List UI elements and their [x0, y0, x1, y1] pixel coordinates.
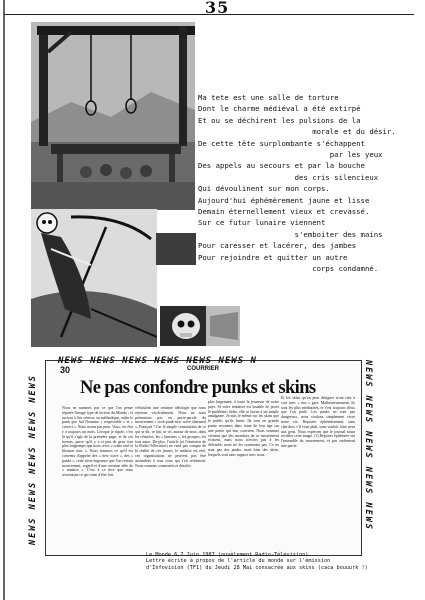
clipping-column: véhiculent une certaine idéologie que nous rejetons viscéralement. Nous ne nous présentons pas en porte-parole du mouvement « rock-punk-new wave alternatif », Français ! Car le simple connotation de ce qui se dit, se fait, se vit, autour de nous, dans les cénacles, les « fanzines », les groupes, est tout autre. De plus, l'article (et l'émission de la Radio-Télévision) ne rend pas compte de la réalité de ces jeunes, le malaise est réel, ces organisations ne peuvent pas être assimilées à tous ceux qui s'en réclament. Nous sommes consternés et désolés. [135, 406, 206, 468]
issue-number: 30 [60, 365, 71, 375]
poem-line: Des appels au secours et par la bouche [198, 161, 365, 171]
poem-line: Qui dévoulinent sur mon corps. [198, 184, 330, 194]
poem-line: Sur ce futur lunaire viennent [198, 218, 326, 228]
poem-line: s'emboiter des mains [198, 229, 383, 239]
poem-line: Pour caresser et lacérer, des jambes [198, 241, 357, 251]
gallows-photo [31, 22, 195, 210]
clipping-headline: Ne pas confondre punks et skins [80, 378, 316, 398]
skull-illustration [160, 306, 240, 346]
clipping-column: plus largement, à toute la jeunesse de notre pays. Si votre tentative est louable de poser le problème, hélas, elle se borne à un simple amalgame. Je suis le même sur les skins que le public qu'ils lisent. Ils sont en grande partie reconnus dans toute de leur âge sur une partie qui leur convient. Nous sommes certains que des membres de ce mouvement existent, mais nous n'avons pas à les défendre, nous ne les soutenons pas. Ce ne sont pas des punks, mais bien des skins, lesquels sont sans rapport avec nous. [208, 400, 279, 457]
reaper-illustration [31, 209, 157, 347]
clipping-column: Nous ne sommes pas ce que l'on pense réputée l'image type de lecteur du Monde ; et surtout à l'air sérieux ou méthodique, enfin le punk que fait l'homme « respectable » et « correct ». Nous avons pas peur. Vous, cet état y a toujours un mais. Lorsque je rigole, c'est là qu'il s'agit de la première page, et de ces formes, parce qu'il y a si peu de gens tout plus longtemps que nous, avec « crâne rasé et blouson noir ». Nous sommes ce qu'il est convenu d'appeler des « new wave », des « punks », cette triste engeance que l'on certain mouvement, regard et d'une certaine idée de « malaise ». C'est à ce titre que nous ressentons ce qui vient d'être fait. [62, 406, 133, 478]
poem-line: des cris silencieux [198, 172, 379, 182]
poem-line: De cette tête surplombante s'échappent [198, 138, 365, 148]
gallows-illustration [31, 22, 195, 210]
clipping-caption: Le Monde 6,7 Juin 1987 (ouvèlement Radio-Télévision). Lettre écrite à propos de l'article du monde sur l'émission d'Infovision (TF1) du Jeudi 28 Mai consacrée aux skins (caca bouuurk !) [146, 552, 368, 571]
poem-line: Demain éternellement vieux et crevassé. [198, 207, 370, 217]
page-number: 35 [205, 0, 230, 17]
skull-photo [160, 306, 240, 346]
poem-line: morale et du désir. [198, 127, 396, 137]
news-vertical-right: NEWS NEWS NEWS NEWS NEWS [363, 360, 373, 531]
poem-line: Ma tete est une salle de torture [198, 93, 339, 102]
page-edge-shadow [3, 0, 5, 600]
poem-line: Aujourd'hui éphémèrement jaune et lisse [198, 195, 370, 205]
poem-line: Pour rejoindre et quitter un autre [198, 252, 348, 262]
poem-line: Dont le charme médiéval a été extirpé [198, 104, 361, 114]
poem [198, 92, 420, 275]
news-vertical-left: NEWS NEWS NEWS NEWS NEWS [28, 374, 38, 545]
grim-reaper-drawing [31, 209, 157, 347]
poem-line: corps condamné. [198, 264, 379, 274]
header-rule [4, 14, 414, 15]
courier-label: COURRIER [187, 366, 220, 372]
clipping-column: Et les skins qu'on peut désigner n'ont rien à voir avec « nos » gars. Malheureusement, ils sont les plus médiatisés, et c'est toujours d'eux que l'on parle. Les punks ne sont pas dangereux, nous voulons simplement vivre notre vie. Reporter éphémèrement, sans chercher, s'il vous plaît, sans vouloir faire peur aux gens. Nous espérons que le journal saura rectifier cette image. (1) Reporter éphémère sur l'ensemble du mouvement, et pas seulement une partie. [281, 396, 355, 448]
news-banner: NEWS NEWS NEWS NEWS NEWS NEWS N [58, 356, 257, 366]
poem-line: Et ou se déchirent les pulsions de la [198, 115, 361, 125]
rocks-photo [156, 233, 196, 265]
poem-line: par les yeux [198, 150, 383, 160]
